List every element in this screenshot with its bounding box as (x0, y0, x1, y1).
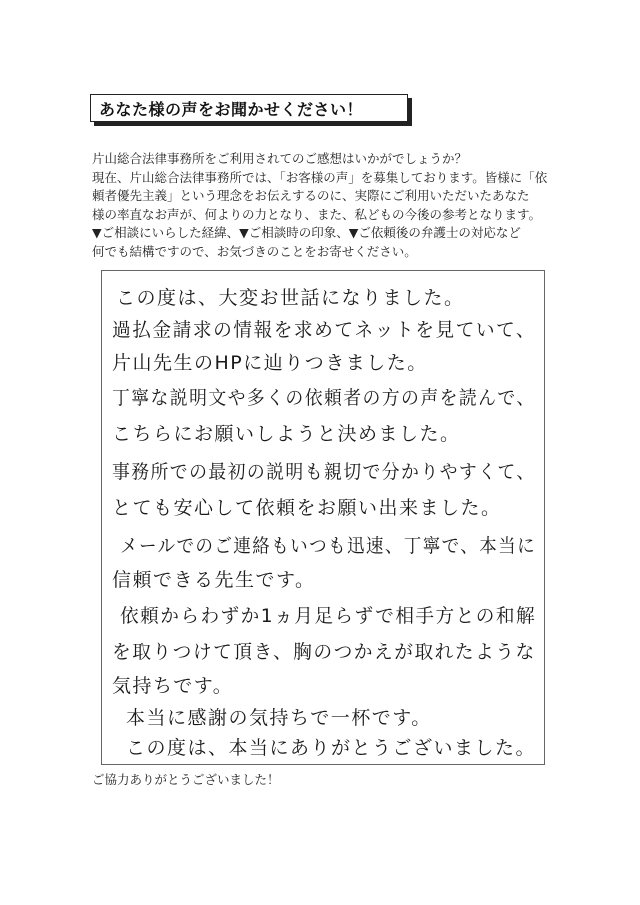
intro-line: 何でも結構ですので、お気づきのことをお寄せください。 (92, 243, 417, 259)
letter-line: を取りつけて頂き、胸のつかえが取れたような (112, 641, 536, 663)
intro-line: 現在、片山総合法律事務所では、「お客様の声」を募集しております。皆様に「依 (92, 169, 548, 185)
intro-line: 様の率直なお声が、何よりの力となり、また、私どもの今後の参考となります。 (92, 206, 542, 222)
letter-line: 気持ちです。 (112, 675, 234, 697)
intro-line: 片山総合法律事務所をご利用されてのご感想はいかがでしょうか？ (92, 151, 468, 166)
letter-line: こちらにお願いしようと決めました。 (112, 423, 461, 445)
title-box (90, 94, 408, 122)
letter-line: とても安心して依頼をお願い出来ました。 (112, 497, 502, 519)
intro-line: 頼者優先主義」という理念をお伝えするのに、実際にご利用いただいたあなた (92, 188, 530, 203)
handwritten-letter (101, 270, 545, 765)
letter-line: メールでのご連絡もいつも迅速、丁寧で、本当に (120, 535, 537, 557)
letter-line: 丁寧な説明文や多くの依頼者の方の声を読んで、 (112, 387, 536, 409)
letter-line: 本当に感謝の気持ちで一杯です。 (126, 707, 432, 729)
letter-line: 過払金請求の情報を求めてネットを見ていて、 (112, 319, 537, 341)
intro-text (92, 150, 562, 261)
intro-line: ▼ご相談にいらした経緯、▼ご相談時の印象、▼ご依頼後の弁護士の対応など (92, 225, 521, 240)
letter-line: 片山先生のHPに辿りつきました。 (112, 352, 428, 374)
letter-line: 依頼からわずか1ヵ月足らずで相手方との和解 (120, 605, 537, 627)
letter-line: 信頼できる先生です。 (112, 569, 316, 591)
letter-line: この度は、大変お世話になりました。 (116, 287, 465, 309)
thanks-note: ご協力ありがとうございました！ (92, 772, 280, 787)
letter-line: 事務所での最初の説明も親切で分かりやすくて、 (112, 461, 536, 483)
page-title: あなた様の声をお聞かせください！ (99, 99, 364, 119)
letter-line: この度は、本当にありがとうございました。 (126, 737, 537, 759)
